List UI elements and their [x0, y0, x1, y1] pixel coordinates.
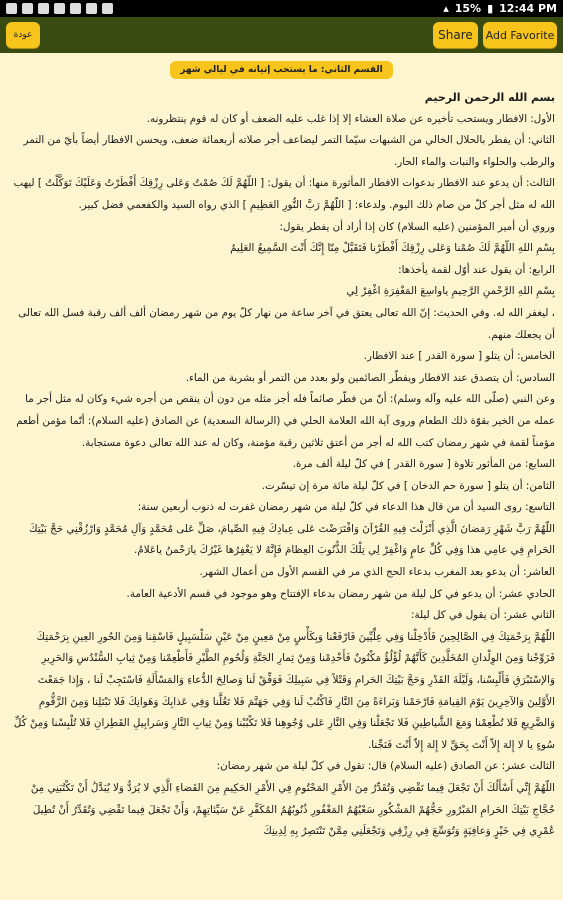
paragraph: اللّهُمَّ بِرَحْمَتِكَ فِي الصَّالِحِينَ فَأَدْخِلْنا وَفِي عِلِّيِّينَ فَارْفَعْنا وَبِكَأْسٍ مِنْ مَعِينٍ مِنْ عَيْنٍ سَلْسَبِيلٍ فَاسْقِنا وَمِنَ الحُورِ العِينِ بِرَحْمَتِكَ فَزَوِّجْنا وَمِنَ الوِلْدانِ المُخَلَّدِينَ كَأَنَّهُمْ لُؤْلُؤٌ مَكْنُونٌ فَأَخْدِمْنا وَمِنْ ثِمارِ الجَنَّةِ وَلُحُومِ الطَّيْرِ فَأَطْعِمْنا وَمِنْ ثِيابِ السُّنْدُسِ وَالحَرِيرِ وَالإسْتَبْرَقِ فَأَلْبِسْنا، وَلَيْلَةَ القَدْرِ وَحَجَّ بَيْتِكَ الحَرامِ وَقَتْلاً فِي سَبِيلِكَ فَوَفِّقْ لَنا وَصالِحَ الدُّعاءِ وَالمَسْأَلَةِ فَاسْتَجِبْ لَنا ، وَإِذا جَمَعْتَ الأَوَّلِينَ وَالآخِرِينَ يَوْمَ القِيامَةِ فَارْحَمْنا وَبَراءَةً مِنَ النَّارِ فَاكْتُبْ لَنا وَفِي جَهَنَّمَ فَلا تَغُلَّنا وَفِي عَذابِكَ وَهَوانِكَ فَلا تَبْتَلِنا وَمِنَ الزَّقُّومِ وَالضَّرِيعِ فَلا تُطْعِمْنا وَمَعَ الشَّياطِينِ فَلا تَجْعَلْنا وَفِي النَّارِ عَلى وُجُوهِنا فَلا تَكْبُبْنا وَمِنْ ثِيابِ النَّارِ وَسَرابِيلِ القَطِرانِ فَلا تُلْبِسْنا وَمِنْ كُلِّ سُوءٍ يا لا إِلهَ إِلاّ أَنْتَ بِحَقِّ لا إِلهَ إِلاّ أَنْتَ فَنَجِّنا.	[13, 630, 555, 751]
paragraph: الخامس: أن يتلو [ سورة القدر ] عند الافطار.	[363, 350, 555, 363]
paragraph: الثاني: أن يفطر بالحلال الخالي من الشبهات سيّما التمر ليضاعف أجر صلاته أربعمائة ضعف، ويحسن الافطار أيضاً بأيّ من التمر والرطب والحلواء والنبات والماء الحار.	[23, 134, 555, 168]
paragraph: الثالث عشر: عن الصادق (عليه السلام) قال: تقول في كلّ ليلة من شهر رمضان:	[216, 760, 555, 773]
notification-icon	[6, 3, 17, 14]
toolbar	[0, 17, 563, 53]
section-title: القسم الثاني: ما يستحب إتيانه في ليالي شهر	[170, 61, 393, 79]
paragraph: العاشر: أن يدعو بعد المغرب بدعاء الحج الذي مر في القسم الأول من أعمال الشهر.	[199, 566, 555, 579]
paragraph: الثاني عشر: أن يقول في كل ليلة:	[411, 609, 555, 622]
notification-icons	[6, 3, 113, 14]
share-button[interactable]: Share	[433, 22, 478, 48]
basmala: بسم الله الرحمن الرحيم	[424, 91, 555, 104]
paragraph: الحادي عشر: أن يدعو في كل ليلة من شهر رمضان بدعاء الإفتتاح وهو موجود في قسم الأدعية العامة.	[126, 587, 555, 600]
paragraph: وروي أن أمير المؤمنين (عليه السلام) كان إذا أراد أن يفطر يقول:	[279, 220, 555, 233]
paragraph: السادس: أن يتصدق عند الافطار ويفطّر الصائمين ولو بعدد من التمر أو بشربة من الماء.	[185, 371, 555, 384]
clock: 12:44 PM	[499, 2, 557, 15]
paragraph: التاسع: روى السيد أن من قال هذا الدعاء في كلّ ليلة من شهر رمضان غفرت له ذنوب أربعين سنة:	[137, 501, 555, 514]
paragraph: ، ليغفر الله له. وفي الحديث: إنّ الله تعالى يعتق في آخر ساعة من نهار كلّ يوم من شهر رمضان ألف ألف رقبة فسل الله تعالى أن يجعلك منهم.	[18, 306, 555, 341]
paragraph: الرابع: أن يقول عند أوّل لقمة يأخذها:	[398, 263, 555, 276]
paragraph: الثالث: أن يدعو عند الافطار بدعوات الافطار المأثورة منها: أن يقول: [ اللّهُمَّ لَكَ صُمْتُ وَعَلى رِزْقِكَ أَفْطَرْتُ وَعَلَيْكَ تَوَكَّلْتُ ] ليهب الله له مثل أجر كلّ من صام ذلك اليوم. ولدعاء: [ اللّهُمَّ رَبَّ النُّورِ العَظِيمِ ] الذي رواه السيد والكفعمي فضل كبير.	[13, 177, 555, 211]
notification-icon	[38, 3, 49, 14]
paragraph: بِسْمِ اللهِ اللّهُمَّ لَكَ صُمْنا وَعَلى رِزْقِكَ أَفْطَرْنا فَتَقَبَّلْ مِنّا إِنَّكَ أَنْتَ السَّمِيعُ العَلِيمُ	[230, 242, 555, 255]
status-bar	[0, 0, 563, 17]
battery-icon: ▮	[487, 2, 494, 15]
paragraph: السابع: من المأثور تلاوة [ سورة القدر ] في كلّ ليلة ألف مرة.	[292, 458, 555, 471]
add-favorite-button[interactable]: Add Favorite	[483, 22, 557, 48]
back-button[interactable]: عودة	[6, 22, 40, 48]
article-body	[0, 79, 563, 843]
signal-icon: ▴	[443, 2, 449, 15]
paragraph: الثامن: أن يتلو [ سورة حم الدخان ] في كلّ ليلة مائة مرة إن تيسّرت.	[261, 479, 555, 492]
paragraph: اللّهُمَّ إِنِّي أَسْأَلُكَ أَنْ تَجْعَلَ فِيما تَقْضِي وَتُقَدِّرُ مِنَ الأَمْرِ المَحْتُومِ فِي الأَمْرِ الحَكِيمِ مِنَ القَضاءِ الَّذِي لا يُرَدُّ وَلا يُبَدَّلُ أَنْ تَكْتُبَنِي مِنْ حُجَّاجِ بَيْتِكَ الحَرامِ المَبْرُورِ حَجُّهُمْ المَشْكُورِ سَعْيُهُمُ المَغْفُورِ ذُنُوبُهُمُ المُكَفَّرِ عَنْ سَيِّئاتِهِمْ، وَأَنْ تَجْعَلَ فِيما تَقْضِي وَتُقَدِّرُ أَنْ تُطِيلَ عُمْرِي فِي خَيْرٍ وَعافِيَةٍ وَتُوَسِّعَ فِي رِزْقِي وَتَجْعَلَنِي مِمَّنْ تَنْتَصِرُ بِهِ لِدِينِكَ	[30, 782, 555, 838]
section-header	[0, 61, 563, 79]
paragraph: وعن النبي (صلّى الله عليه وآله وسلم): أنّ من فطّر صائماً فله أجر مثله من دون أن ينقص من أجره شيء وكان له مثل أجر ما عمله من الخير بقوّة ذلك الطعام وروى آية الله العلامة الحلي في (الرسالة السعدية) عن الصادق (عليه السلام): أنّما مؤمن أطعم مؤمناً لقمة في شهر رمضان كتب الله له أجر من أعتق ثلاثين رقبة مؤمنة، وكان له عند الله تعالى دعوة مستجابة.	[16, 393, 555, 449]
notification-icon	[22, 3, 33, 14]
paragraph: الأول: الافطار ويستحب تأخيره عن صلاة العشاء إلا إذا غلب عليه الضعف أو كان له قوم ينتظرونه.	[146, 112, 555, 125]
notification-icon	[102, 3, 113, 14]
paragraph: اللّهُمَّ رَبَّ شَهْرِ رَمَضانَ الَّذِي أَنْزَلْتَ فِيهِ القُرْآنَ وَافْتَرَضْتَ عَلى عِبادِكَ فِيهِ الصِّيامَ، صَلِّ عَلى مُحَمَّدٍ وَآلِ مُحَمَّدٍ وَارْزُقْنِي حَجَّ بَيْتِكَ الحَرامِ فِي عامِي هذا وَفِي كُلِّ عامٍ وَاغْفِرْ لِي تِلْكَ الذُّنُوبَ العِظامَ فَإِنَّهُ لا يَغْفِرُها غَيْرُكَ يارَحْمنُ ياعَلامُ.	[29, 522, 555, 557]
notification-icon	[54, 3, 65, 14]
paragraph: بِسْمِ اللهِ الرَّحْمنِ الرَّحِيمِ ياواسِعَ المَغْفِرَةِ اغْفِرْ لِي	[346, 285, 555, 298]
notification-icon	[86, 3, 97, 14]
notification-icon	[70, 3, 81, 14]
battery-level: 15%	[454, 2, 482, 15]
